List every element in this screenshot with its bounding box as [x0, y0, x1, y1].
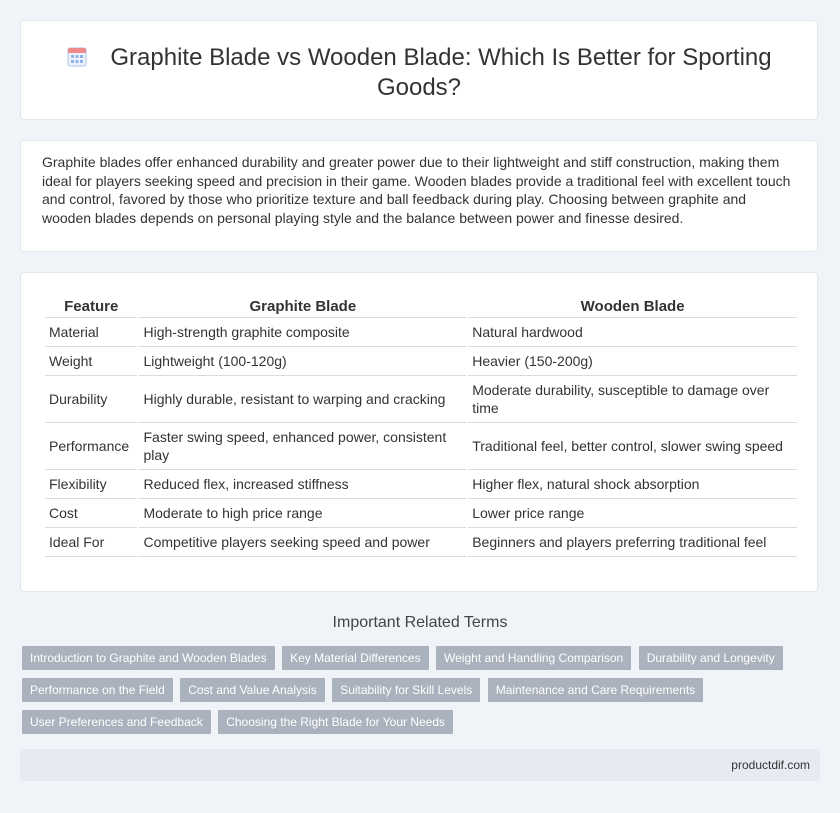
feature-cell: Ideal For [45, 528, 137, 557]
table-row [45, 499, 797, 528]
related-term-tag[interactable]: Durability and Longevity [639, 646, 783, 670]
feature-cell: Performance [45, 423, 137, 470]
graphite-cell: Competitive players seeking speed and power [139, 528, 466, 557]
wooden-cell: Moderate durability, susceptible to damage over time [468, 376, 797, 423]
wooden-cell: Beginners and players preferring traditional feel [468, 528, 797, 557]
wooden-cell: Higher flex, natural shock absorption [468, 470, 797, 499]
intro-card [20, 140, 818, 252]
graphite-cell: High-strength graphite composite [139, 318, 466, 347]
page-title-wrap [21, 43, 817, 103]
related-term-tag[interactable]: Performance on the Field [22, 678, 173, 702]
feature-cell: Cost [45, 499, 137, 528]
table-row [45, 347, 797, 376]
related-term-tag[interactable]: Weight and Handling Comparison [436, 646, 631, 670]
related-term-tag[interactable]: User Preferences and Feedback [22, 710, 211, 734]
header-graphite: Graphite Blade [139, 295, 466, 318]
table-row [45, 423, 797, 470]
feature-cell: Durability [45, 376, 137, 423]
graphite-cell: Faster swing speed, enhanced power, consistent play [139, 423, 466, 470]
table-row [45, 376, 797, 423]
related-term-tag[interactable]: Choosing the Right Blade for Your Needs [218, 710, 453, 734]
table-row [45, 470, 797, 499]
related-terms-title: Important Related Terms [332, 614, 508, 631]
calendar-grid-icon [66, 46, 88, 68]
related-term-tag[interactable]: Key Material Differences [282, 646, 429, 670]
table-header-row [45, 295, 797, 318]
wooden-cell: Natural hardwood [468, 318, 797, 347]
page-title: Graphite Blade vs Wooden Blade: Which Is Better for Sporting Goods? [110, 44, 772, 101]
footer-bar [20, 749, 820, 781]
comparison-card [20, 272, 818, 592]
related-terms-list [22, 646, 802, 742]
wooden-cell: Lower price range [468, 499, 797, 528]
header-wooden: Wooden Blade [468, 295, 797, 318]
header-feature: Feature [45, 295, 137, 318]
feature-cell: Material [45, 318, 137, 347]
graphite-cell: Moderate to high price range [139, 499, 466, 528]
related-term-tag[interactable]: Suitability for Skill Levels [332, 678, 480, 702]
comparison-table [43, 295, 799, 557]
graphite-cell: Highly durable, resistant to warping and cracking [139, 376, 466, 423]
graphite-cell: Reduced flex, increased stiffness [139, 470, 466, 499]
wooden-cell: Traditional feel, better control, slower swing speed [468, 423, 797, 470]
related-term-tag[interactable]: Cost and Value Analysis [180, 678, 325, 702]
related-term-tag[interactable]: Introduction to Graphite and Wooden Blades [22, 646, 275, 670]
table-row [45, 318, 797, 347]
wooden-cell: Heavier (150-200g) [468, 347, 797, 376]
graphite-cell: Lightweight (100-120g) [139, 347, 466, 376]
footer-site-link[interactable]: productdif.com [731, 758, 810, 772]
intro-paragraph: Graphite blades offer enhanced durability and greater power due to their lightweight and stiff construction, making them ideal for players seeking speed and precision in their game. Wooden blades provide a traditional feel with excellent touch and control, favored by those who prioritize texture and ball feedback during play. Choosing between graphite and wooden blades depends on personal playing style and the balance between power and finesse desired. [42, 154, 791, 226]
feature-cell: Weight [45, 347, 137, 376]
related-term-tag[interactable]: Maintenance and Care Requirements [488, 678, 703, 702]
table-row [45, 528, 797, 557]
feature-cell: Flexibility [45, 470, 137, 499]
title-card [20, 20, 818, 120]
